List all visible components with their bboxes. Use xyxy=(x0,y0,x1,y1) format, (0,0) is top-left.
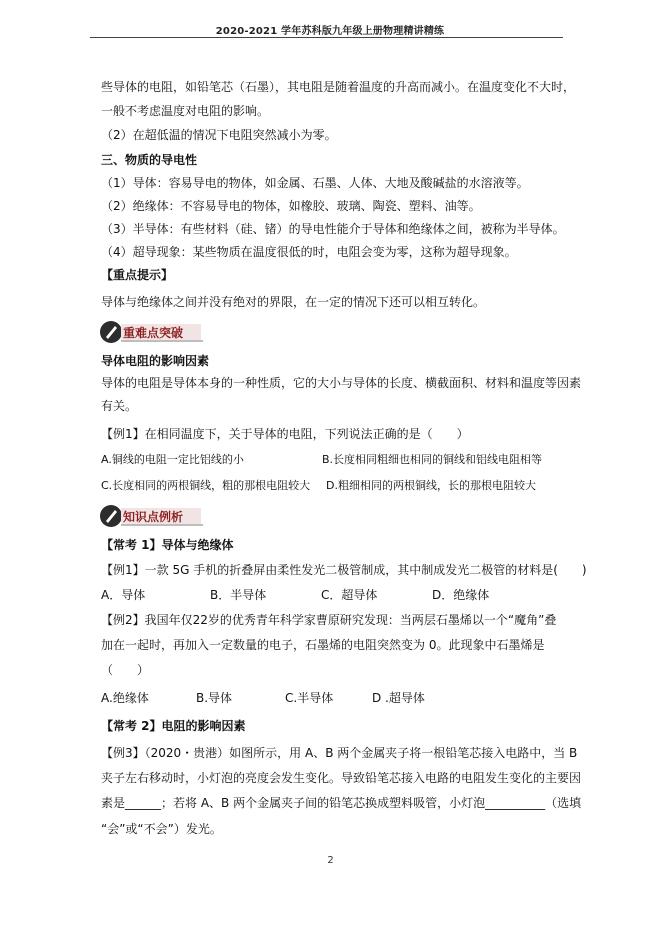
question-stem: 【例1】在相同温度下，关于导体的电阻，下列说法正确的是（ ） xyxy=(101,427,469,441)
option-d: D．绝缘体 xyxy=(432,588,490,602)
option-b: B.导体 xyxy=(196,691,233,705)
question-stem: （ ） xyxy=(101,663,150,677)
text-line: （2）绝缘体：不容易导电的物体，如橡胶、玻璃、陶瓷、塑料、油等。 xyxy=(101,199,481,213)
text-line: （3）半导体：有些材料（硅、锗）的导电性能介于导体和绝缘体之间，被称为半导体。 xyxy=(101,222,565,236)
text-line: 些导体的电阻，如铅笔芯（石墨），其电阻是随着温度的升高而减小。在温度变化不大时， xyxy=(101,80,576,94)
banner-title: 知识点例析 xyxy=(123,510,184,524)
option-d: D .超导体 xyxy=(372,691,425,705)
text-line: 有关。 xyxy=(101,399,138,413)
option-d: D.粗细相同的两根铜线，长的那根电阻较大 xyxy=(326,479,536,492)
section-heading: 三、物质的导电性 xyxy=(101,153,198,167)
subsection-heading: 导体电阻的影响因素 xyxy=(101,354,210,368)
banner-title: 重难点突破 xyxy=(123,326,184,340)
section-banner-examples xyxy=(99,504,204,528)
question-stem: 素是______；若将 A、B 两个金属夹子间的铅笔芯换成塑料吸管，小灯泡__________（选填 xyxy=(101,796,582,810)
option-a: A．导体 xyxy=(101,588,146,602)
text-line: 导体的电阻是导体本身的一种性质，它的大小与导体的长度、横截面积、材料和温度等因素 xyxy=(101,376,582,390)
option-c: C.长度相同的两根铜线，粗的那根电阻较大 xyxy=(101,479,311,492)
option-a: A.绝缘体 xyxy=(101,691,149,705)
text-line: （2）在超低温的情况下电阻突然减小为零。 xyxy=(101,128,337,142)
question-stem: 夹子左右移动时，小灯泡的亮度会发生变化。导致铅笔芯接入电路的电阻发生变化的主要因 xyxy=(101,771,582,785)
option-c: C.半导体 xyxy=(285,691,334,705)
option-a: A.铜线的电阻一定比铝线的小 xyxy=(101,453,244,466)
option-b: B．半导体 xyxy=(210,588,267,602)
common-topic-1: 【常考 1】导体与绝缘体 xyxy=(101,538,234,552)
question-stem: 【例2】我国年仅22岁的优秀青年科学家曹原研究发现：当两层石墨烯以一个“魔角”叠 xyxy=(101,613,557,627)
page-header: 2020-2021 学年苏科版九年级上册物理精讲精练 xyxy=(215,26,445,37)
option-b: B.长度相同粗细也相同的铜线和铝线电阻相等 xyxy=(322,453,543,466)
text-line: 一般不考虑温度对电阻的影响。 xyxy=(101,104,270,118)
text-line: （4）超导现象：某些物质在温度很低的时，电阻会变为零，这称为超导现象。 xyxy=(101,245,517,259)
section-banner-difficult xyxy=(99,320,204,344)
header-rule xyxy=(90,37,563,38)
page-number: 2 xyxy=(327,855,334,866)
text-line: 导体与绝缘体之间并没有绝对的界限，在一定的情况下还可以相互转化。 xyxy=(101,295,486,309)
option-c: C．超导体 xyxy=(321,588,378,602)
text-line: （1）导体：容易导电的物体，如金属、石墨、人体、大地及酸碱盐的水溶液等。 xyxy=(101,176,529,190)
question-stem: 加在一起时，再加入一定数量的电子，石墨烯的电阻突然变为 0。此现象中石墨烯是 xyxy=(101,638,545,652)
question-stem: 【例1】一款 5G 手机的折叠屏由柔性发光二极管制成，其中制成发光二极管的材料是( ) xyxy=(101,563,587,577)
common-topic-2: 【常考 2】电阻的影响因素 xyxy=(101,719,246,733)
question-stem: 【例3】（2020・贵港）如图所示，用 A、B 两个金属夹子将一根铅笔芯接入电路中，当 B xyxy=(101,746,578,760)
question-stem: “会”或“不会”）发光。 xyxy=(101,822,222,836)
key-hint-label: 【重点提示】 xyxy=(101,268,174,282)
